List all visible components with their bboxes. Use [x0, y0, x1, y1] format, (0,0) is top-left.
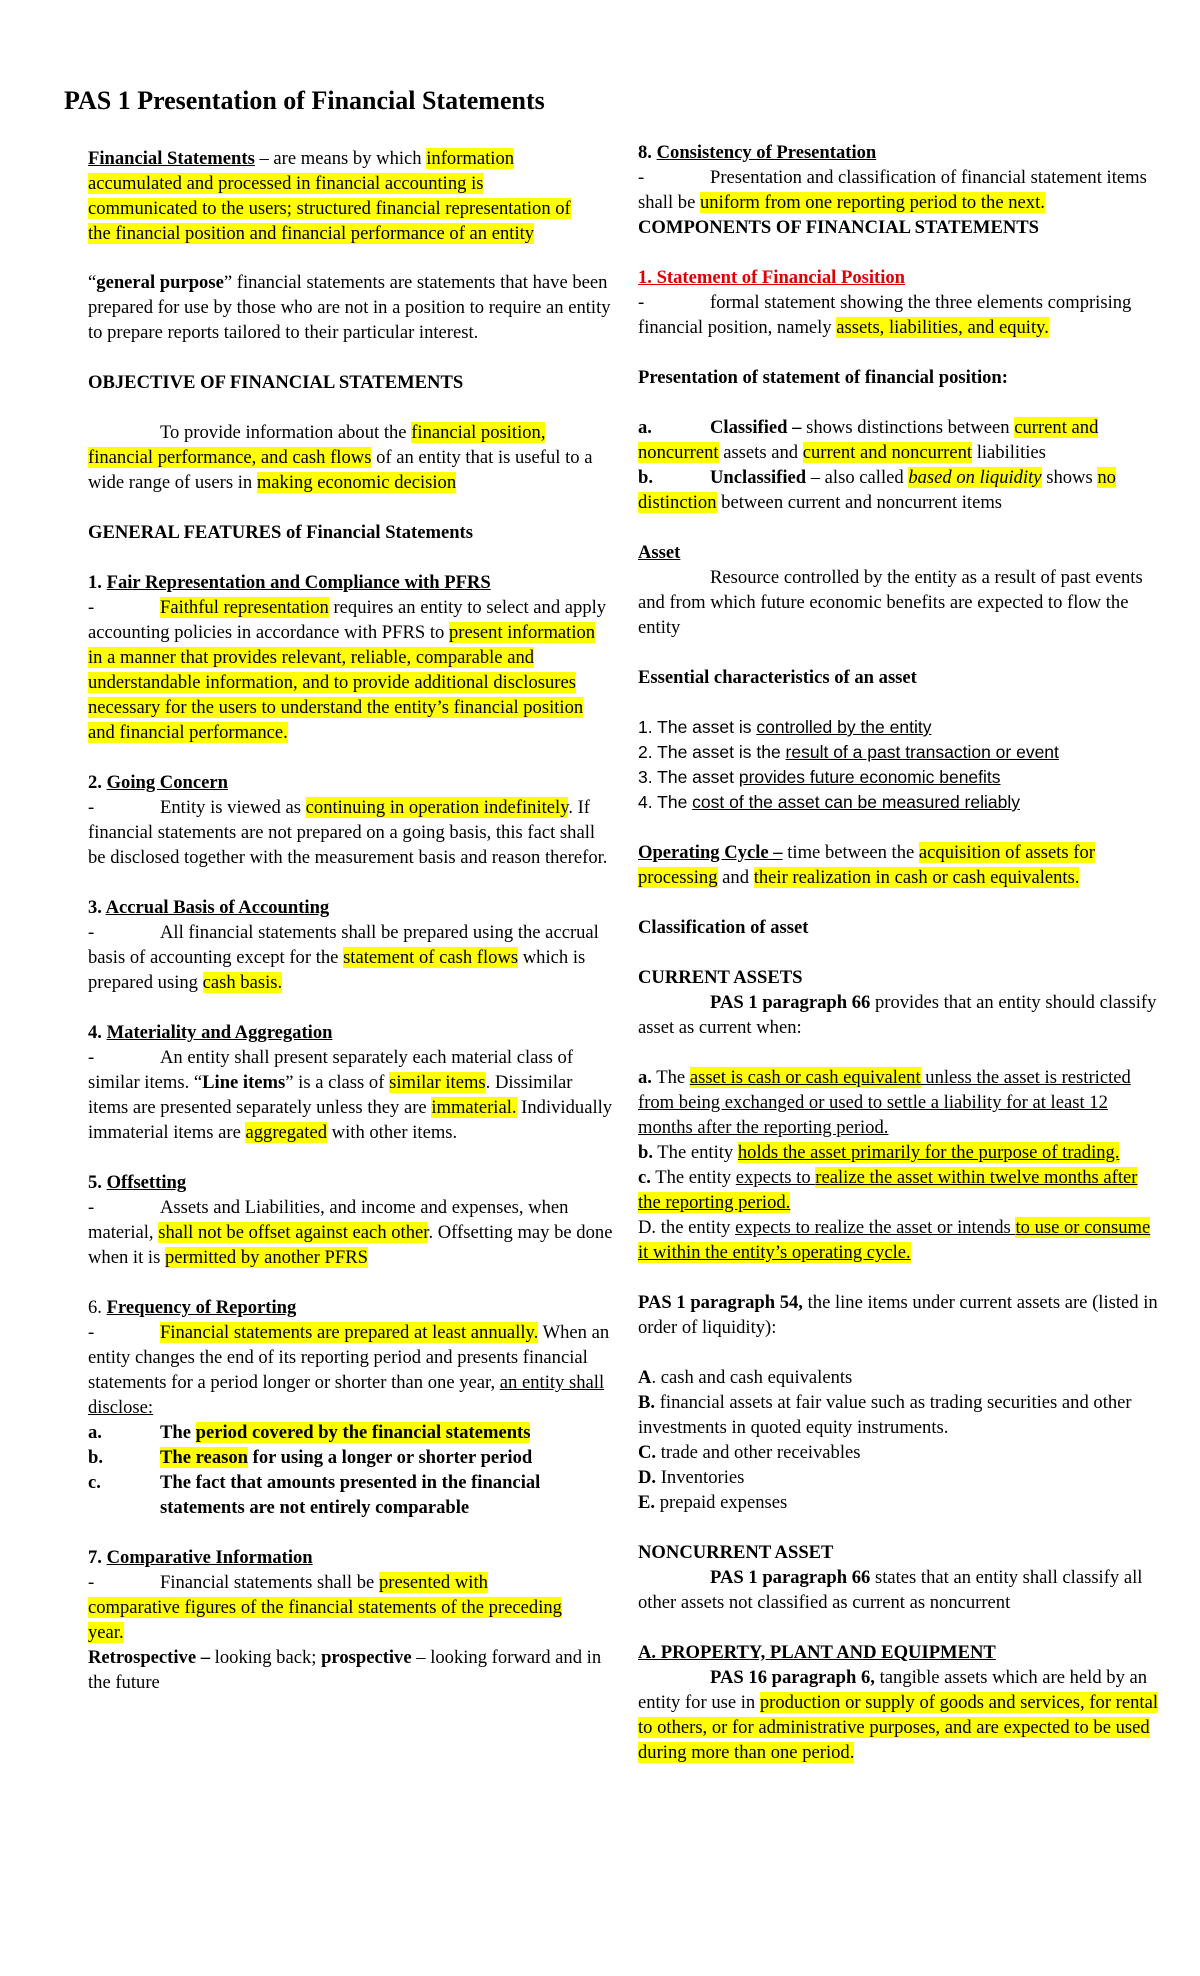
section-2-text: - Entity is viewed as continuing in operation indefinitely. If financial statements are not prepared on a going basis, this fact shall be disclosed together with the measurement basis and reason therefor.: [88, 797, 608, 868]
paragraph-54: PAS 1 paragraph 54, the line items under current assets are (listed in order of liquidity):: [638, 1292, 1158, 1338]
sfp-heading: 1. Statement of Financial Position: [638, 267, 906, 288]
objective-heading: OBJECTIVE OF FINANCIAL STATEMENTS: [88, 372, 464, 393]
current-assets-intro: PAS 1 paragraph 66 provides that an entity should classify asset as current when:: [638, 992, 1157, 1038]
noncurrent-heading: NONCURRENT ASSET: [638, 1542, 834, 1563]
essential-item-3: 3. The asset provides future economic benefits: [638, 767, 1001, 787]
section-5-heading: 5. Offsetting: [88, 1172, 187, 1193]
operating-cycle: Operating Cycle – time between the acquisition of assets for processing and their realization in cash or cash equivalents.: [638, 842, 1095, 888]
classification-heading: Classification of asset: [638, 917, 809, 938]
liquidity-item-d: D. Inventories: [638, 1467, 745, 1488]
essential-item-4: 4. The cost of the asset can be measured reliably: [638, 792, 1020, 812]
section-3-text: - All financial statements shall be prepared using the accrual basis of accounting except for the statement of cash flows which is prepared using cash basis.: [88, 922, 599, 993]
section-6-heading: 6. Frequency of Reporting: [88, 1297, 297, 1318]
liquidity-item-c: C. trade and other receivables: [638, 1442, 861, 1463]
section-4-heading: 4. Materiality and Aggregation: [88, 1022, 333, 1043]
general-purpose-definition: “general purpose” financial statements are statements that have been prepared for use by those who are not in a position to require an entity to prepare reports tailored to their particular interest.: [88, 272, 611, 343]
section-8-heading: 8. Consistency of Presentation: [638, 142, 877, 163]
section-4-text: - An entity shall present separately each material class of similar items. “Line items” is a class of similar items. Dissimilar items are presented separately unless they are immaterial. Individually immaterial items are aggregated with other items.: [88, 1047, 613, 1143]
asset-heading: Asset: [638, 542, 681, 563]
section-6-item-b: b. The reason for using a longer or shorter period: [88, 1447, 533, 1468]
section-1-heading: 1. Fair Representation and Compliance with PFRS: [88, 572, 491, 593]
current-asset-c: c. The entity expects to realize the asset within twelve months after the reporting period.: [638, 1167, 1138, 1213]
presentation-item-a: a. Classified – shows distinctions between current and noncurrent assets and current and noncurrent liabilities: [638, 417, 1099, 463]
liquidity-item-e: E. prepaid expenses: [638, 1492, 788, 1513]
liquidity-item-b: B. financial assets at fair value such as trading securities and other investments in quoted equity instruments.: [638, 1392, 1132, 1438]
current-assets-heading: CURRENT ASSETS: [638, 967, 803, 988]
section-6-text: - Financial statements are prepared at least annually. When an entity changes the end of its reporting period and presents financial statements for a period longer or shorter than one year, an entity shall disclose:: [88, 1322, 610, 1418]
liquidity-item-a: A. cash and cash equivalents: [638, 1367, 853, 1388]
noncurrent-text: PAS 1 paragraph 66 states that an entity shall classify all other assets not classified as current as noncurrent: [638, 1567, 1143, 1613]
financial-statements-definition: Financial Statements – are means by which information accumulated and processed in financial accounting is communicated to the users; structured financial representation of the financial position and financial performance of an entity: [88, 148, 571, 244]
objective-text: To provide information about the financial position, financial performance, and cash flows of an entity that is useful to a wide range of users in making economic decision: [88, 422, 593, 493]
general-features-heading: GENERAL FEATURES of Financial Statements: [88, 522, 473, 543]
section-3-heading: 3. Accrual Basis of Accounting: [88, 897, 330, 918]
right-column: [638, 140, 1164, 1765]
current-asset-d: D. the entity expects to realize the asset or intends to use or consume it within the entity’s operating cycle.: [638, 1217, 1151, 1263]
current-asset-b: b. The entity holds the asset primarily for the purpose of trading.: [638, 1142, 1120, 1163]
section-6-item-c: c. The fact that amounts presented in the financial statements are not entirely comparable: [88, 1472, 541, 1518]
retrospective-prospective: Retrospective – looking back; prospective – looking forward and in the future: [88, 1647, 602, 1693]
page-title: PAS 1 Presentation of Financial Statements: [64, 86, 545, 115]
essential-item-2: 2. The asset is the result of a past transaction or event: [638, 742, 1059, 762]
ppe-heading: A. PROPERTY, PLANT AND EQUIPMENT: [638, 1642, 996, 1663]
section-8-text: - Presentation and classification of financial statement items shall be uniform from one reporting period to the next.: [638, 167, 1147, 213]
section-7-heading: 7. Comparative Information: [88, 1547, 313, 1568]
presentation-heading: Presentation of statement of financial position:: [638, 367, 1008, 388]
left-column: [88, 146, 614, 1695]
asset-definition: Resource controlled by the entity as a result of past events and from which future economic benefits are expected to flow the entity: [638, 567, 1143, 638]
presentation-item-b: b. Unclassified – also called based on liquidity shows no distinction between current and noncurrent items: [638, 467, 1116, 513]
essential-heading: Essential characteristics of an asset: [638, 667, 917, 688]
ppe-text: PAS 16 paragraph 6, tangible assets which are held by an entity for use in production or supply of goods and services, for rental to others, or for administrative purposes, and are expected to be used during more than one period.: [638, 1667, 1158, 1763]
section-1-text: - Faithful representation requires an entity to select and apply accounting policies in accordance with PFRS to present information in a manner that provides relevant, reliable, comparable and understandable information, and to provide additional disclosures necessary for the users to understand the entity’s financial position and financial performance.: [88, 597, 607, 743]
section-7-text: - Financial statements shall be presented with comparative figures of the financial statements of the preceding year.: [88, 1572, 562, 1643]
sfp-text: - formal statement showing the three elements comprising financial position, namely assets, liabilities, and equity.: [638, 292, 1132, 338]
components-heading: COMPONENTS OF FINANCIAL STATEMENTS: [638, 217, 1040, 238]
essential-item-1: 1. The asset is controlled by the entity: [638, 717, 932, 737]
section-6-item-a: a. The period covered by the financial statements: [88, 1422, 531, 1443]
current-asset-a: a. The asset is cash or cash equivalent unless the asset is restricted from being exchanged or used to settle a liability for at least 12 months after the reporting period.: [638, 1067, 1131, 1138]
section-5-text: - Assets and Liabilities, and income and expenses, when material, shall not be offset against each other. Offsetting may be done when it is permitted by another PFRS: [88, 1197, 613, 1268]
section-2-heading: 2. Going Concern: [88, 772, 228, 793]
